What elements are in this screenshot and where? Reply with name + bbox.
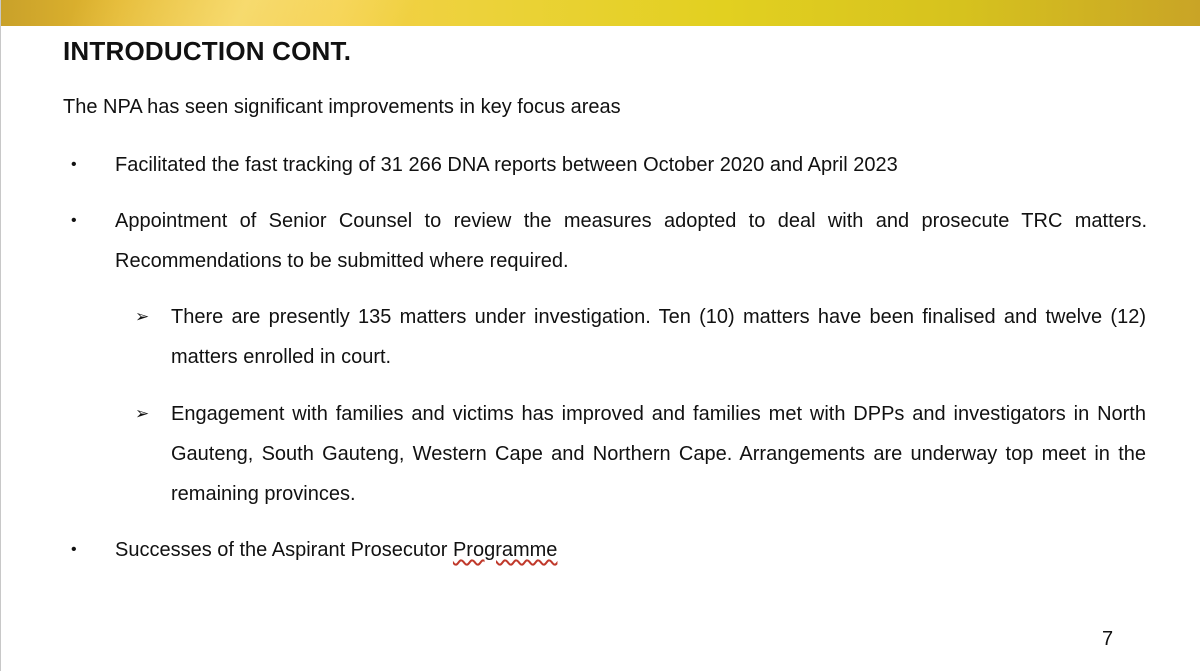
arrow-bullet-icon: ➢ (135, 307, 150, 326)
arrow-bullet-icon: ➢ (135, 404, 150, 423)
bullet-marker: • (71, 541, 77, 558)
top-banner (1, 0, 1200, 26)
bullet-marker: • (71, 212, 77, 229)
sub-bullet-text: Engagement with families and victims has improved and families met with DPPs and investigators in North Gauteng, South Gauteng, Western Cape and Northern Cape. Arrangements are underway top meet in the remaining provinces. (171, 403, 1146, 505)
bullet-text: Facilitated the fast tracking of 31 266 DNA reports between October 2020 and April 2023 (115, 154, 898, 176)
bullet-text (115, 530, 1147, 570)
bullet-marker: • (71, 156, 77, 173)
sub-bullet-text: There are presently 135 matters under investigation. Ten (10) matters have been finalised and twelve (12) matters enrolled in court. (171, 306, 1146, 368)
bullet-text-main: Successes of the Aspirant Prosecutor (115, 539, 453, 561)
banner-highlight-stripe (65, 0, 417, 26)
bullet-text: Appointment of Senior Counsel to review the measures adopted to deal with and prosecute TRC matters. Recommendations to be submitted where required. (115, 210, 1147, 272)
slide-title: INTRODUCTION CONT. (63, 36, 352, 66)
spellcheck-flagged-word: Programme (452, 539, 558, 561)
page-number: 7 (1102, 628, 1114, 650)
intro-text: The NPA has seen significant improvements in key focus areas (63, 96, 621, 118)
